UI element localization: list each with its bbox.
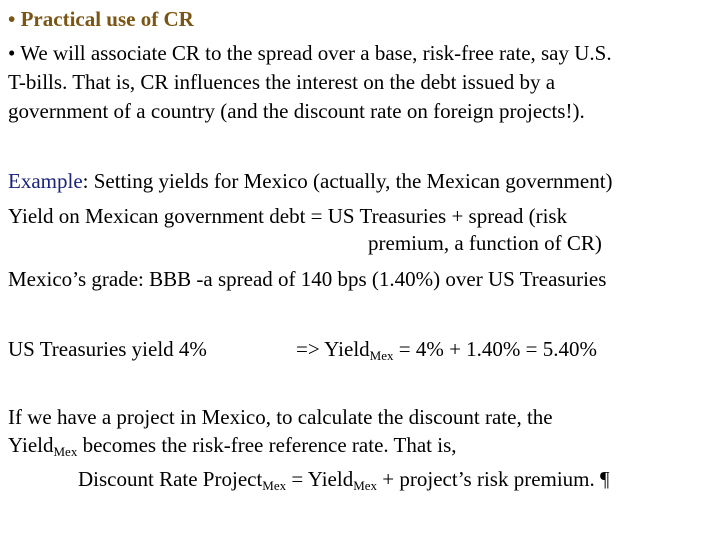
example-text: : Setting yields for Mexico (actually, the Mexican government) xyxy=(82,169,613,193)
example-label: Example xyxy=(8,169,83,193)
project-line-1: If we have a project in Mexico, to calculate the discount rate, the xyxy=(8,405,553,429)
calc-arrow: => Yield xyxy=(296,337,370,361)
calc-result: = 4% + 1.40% = 5.40% xyxy=(393,337,598,361)
project-yield: Yield xyxy=(8,433,54,457)
bullet-line-3: government of a country (and the discount rate on foreign projects!). xyxy=(8,99,585,123)
bullet-line-2: T-bills. That is, CR influences the interest on the debt issued by a xyxy=(8,70,556,94)
calc-left: US Treasuries yield 4% xyxy=(8,337,207,361)
discount-rest: + project’s risk premium. ¶ xyxy=(377,467,610,491)
example-line xyxy=(8,168,613,194)
bullet-line-1 xyxy=(8,40,612,66)
bullet-text-1: We will associate CR to the spread over a base, risk-free rate, say U.S. xyxy=(20,41,612,65)
project-line-2 xyxy=(8,432,457,461)
heading-bullet: • xyxy=(8,7,16,31)
project-line-3 xyxy=(78,466,610,495)
discount-subscript-1: Mex xyxy=(262,478,287,493)
heading xyxy=(8,6,194,32)
grade-line: Mexico’s grade: BBB -a spread of 140 bps (1.40%) over US Treasuries xyxy=(8,267,607,291)
discount-rate-label: Discount Rate Project xyxy=(78,467,263,491)
project-yield-subscript: Mex xyxy=(53,444,78,459)
bullet-marker: • xyxy=(8,41,16,65)
heading-text: Practical use of CR xyxy=(20,7,194,31)
project-line-2-text: becomes the risk-free reference rate. That is, xyxy=(77,433,457,457)
yield-line-2: premium, a function of CR) xyxy=(368,231,602,255)
calc-subscript: Mex xyxy=(369,348,394,363)
discount-equals-yield: = Yield xyxy=(286,467,354,491)
discount-subscript-2: Mex xyxy=(353,478,378,493)
calc-right xyxy=(296,336,597,365)
yield-line-1: Yield on Mexican government debt = US Treasuries + spread (risk xyxy=(8,204,568,228)
